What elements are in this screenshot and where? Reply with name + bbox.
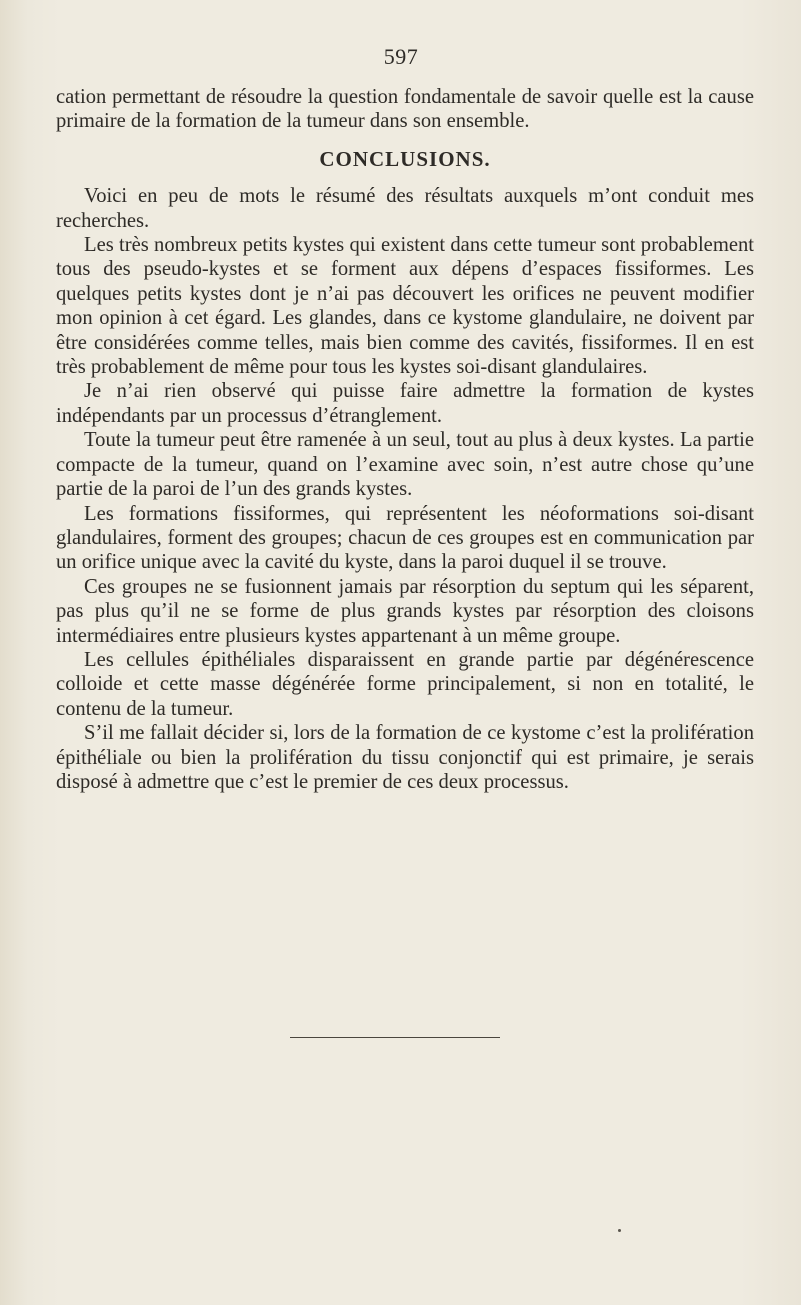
- paragraph: Je n’ai rien observé qui puisse faire admettre la formation de kystes indépendants par un processus d’étranglement.: [56, 380, 754, 427]
- page-number: 597: [383, 44, 419, 69]
- paragraph: S’il me fallait décider si, lors de la formation de ce kystome c’est la prolifération épithéliale ou bien la prolifération du tissu conjonctif qui est primaire, je serais disposé à admettre que c’est le premier de ces deux processus.: [56, 722, 754, 793]
- paragraph: Toute la tumeur peut être ramenée à un seul, tout au plus à deux kystes. La partie compacte de la tumeur, quand on l’examine avec soin, n’est autre chose qu’une partie de la paroi de l’un des grands kystes.: [56, 429, 754, 501]
- paragraph: Les cellules épithéliales disparaissent en grande partie par dégénérescence colloide et cette masse dégénérée forme principalement, si non en totalité, le contenu de la tumeur.: [56, 648, 754, 720]
- paragraph: Les très nombreux petits kystes qui existent dans cette tumeur sont probablement tous des pseudo-kystes et se forment aux dépens d’espaces fissiformes. Les quelques petits kystes dont je n’ai pas découvert les orifices ne peuvent modifier mon opinion à cet égard. Les glandes, dans ce kystome glandulaire, ne doivent par être considérées comme telles, mais bien comme des cavités, fissiformes. Il en est très probablement de même pour tous les kystes soi-disant glandulaires.: [56, 234, 754, 379]
- paragraph: Les formations fissiformes, qui représentent les néoformations soi-disant glandulaires, forment des groupes; chacun de ces groupes est en communication par un orifice unique avec la cavité du kyste, dans la paroi duquel il se trouve.: [56, 502, 754, 574]
- body-text: [56, 85, 754, 794]
- paragraph-continuation: cation permettant de résoudre la question fondamentale de savoir quelle est la cause primaire de la formation de la tumeur dans son ensemble.: [56, 86, 754, 133]
- paragraph: Ces groupes ne se fusionnent jamais par résorption du septum qui les séparent, pas plus qu’il ne se forme de plus grands kystes par résorption des cloisons intermédiaires entre plusieurs kystes appartenant à un même groupe.: [56, 575, 754, 647]
- section-heading: CONCLUSIONS.: [319, 146, 491, 171]
- paragraph: Voici en peu de mots le résumé des résultats auxquels m’ont conduit mes recherches.: [56, 185, 754, 232]
- print-speck: [618, 1229, 621, 1232]
- section-divider: [290, 1037, 500, 1038]
